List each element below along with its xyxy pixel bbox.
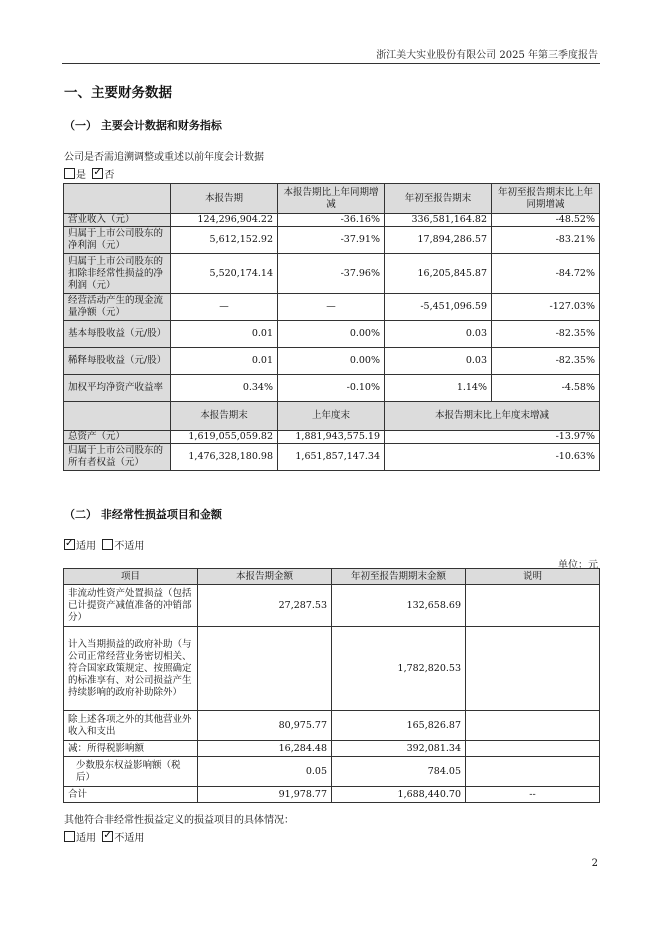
cell-note: -- [466, 787, 600, 803]
cell-value: -4.58% [492, 375, 600, 402]
row-label: 基本每股收益（元/股） [64, 321, 171, 348]
cell-value: -127.03% [492, 294, 600, 321]
table-row [64, 375, 600, 402]
cell-value: 0.03 [385, 321, 492, 348]
table-row [64, 294, 600, 321]
cell-value: 1,619,055,059.82 [171, 431, 278, 444]
cell-value: 80,975.77 [198, 711, 332, 741]
header-divider [62, 63, 600, 64]
cell-value: 392,081.34 [332, 741, 466, 757]
cell-value: -0.10% [278, 375, 385, 402]
option-not-applicable-2-label: 不适用 [114, 833, 145, 844]
cell-value: 16,284.48 [198, 741, 332, 757]
checkbox-applicable-checked[interactable] [64, 539, 75, 550]
table-row [64, 227, 600, 254]
cell-value: 16,205,845.87 [385, 254, 492, 294]
table2-header: 本报告期金额 [198, 569, 332, 585]
cell-value: 1,782,820.53 [332, 627, 466, 711]
cell-value: 336,581,164.82 [385, 214, 492, 227]
cell-value: 1,688,440.70 [332, 787, 466, 803]
cell-value: -82.35% [492, 348, 600, 375]
checkbox-not-applicable[interactable] [102, 539, 113, 550]
cell-value: -5,451,096.59 [385, 294, 492, 321]
table2-header: 项目 [64, 569, 198, 585]
table-row [64, 254, 600, 294]
cell-value: 1,476,328,180.98 [171, 444, 278, 471]
cell-value: 0.05 [198, 757, 332, 787]
row-label: 加权平均净资产收益率 [64, 375, 171, 402]
table2-header-row [64, 569, 600, 585]
other-items-options [64, 829, 144, 844]
applicable-options [64, 537, 144, 552]
table-row [64, 757, 600, 787]
cell-value: 5,520,174.14 [171, 254, 278, 294]
section-title: 一、主要财务数据 [64, 85, 172, 101]
row-label: 经营活动产生的现金流量净额（元） [64, 294, 171, 321]
other-items-note: 其他符合非经常性损益定义的损益项目的具体情况： [64, 815, 294, 826]
option-no-label: 否 [104, 170, 115, 181]
row-label: 合计 [64, 787, 198, 803]
cell-value: — [278, 294, 385, 321]
cell-value: -13.97% [385, 431, 600, 444]
cell-value: 0.00% [278, 348, 385, 375]
table1-header: 年初至报告期末比上年同期增减 [492, 184, 600, 214]
cell-value: 1.14% [385, 375, 492, 402]
cell-value: 1,651,857,147.34 [278, 444, 385, 471]
table1-header: 本报告期比上年同期增减 [278, 184, 385, 214]
table2-header: 年初至报告期期末金额 [332, 569, 466, 585]
row-label: 归属于上市公司股东的所有者权益（元） [64, 444, 171, 471]
table1-subheader: 本报告期末 [171, 402, 278, 431]
cell-note [466, 757, 600, 787]
table-row [64, 741, 600, 757]
table1-header-blank [64, 184, 171, 214]
row-label: 总资产（元） [64, 431, 171, 444]
table-row [64, 627, 600, 711]
table-row [64, 214, 600, 227]
row-label: 归属于上市公司股东的扣除非经常性损益的净利润（元） [64, 254, 171, 294]
cell-value: -10.63% [385, 444, 600, 471]
cell-value: 784.05 [332, 757, 466, 787]
table1-header: 本报告期 [171, 184, 278, 214]
cell-value: 124,296,904.22 [171, 214, 278, 227]
table1-header: 年初至报告期末 [385, 184, 492, 214]
cell-value: 5,612,152.92 [171, 227, 278, 254]
cell-value: 27,287.53 [198, 585, 332, 627]
checkbox-not-applicable-2-checked[interactable] [102, 831, 113, 842]
subsection-title-2: （二） 非经常性损益项目和金额 [64, 508, 222, 521]
cell-value: 132,658.69 [332, 585, 466, 627]
table2-header: 说明 [466, 569, 600, 585]
row-label: 除上述各项之外的其他营业外收入和支出 [64, 711, 198, 741]
cell-value: 0.00% [278, 321, 385, 348]
cell-value: -48.52% [492, 214, 600, 227]
option-yes-label: 是 [76, 170, 86, 181]
table-row [64, 431, 600, 444]
cell-value: 91,978.77 [198, 787, 332, 803]
row-label: 归属于上市公司股东的净利润（元） [64, 227, 171, 254]
cell-value [198, 627, 332, 711]
cell-value: 0.03 [385, 348, 492, 375]
cell-note [466, 741, 600, 757]
option-applicable-2-label: 适用 [76, 833, 96, 844]
cell-value: 165,826.87 [332, 711, 466, 741]
restatement-question: 公司是否需追溯调整或重述以前年度会计数据 [64, 152, 264, 163]
financial-data-table [63, 183, 600, 471]
cell-value: 1,881,943,575.19 [278, 431, 385, 444]
table1-subheader-row [64, 402, 600, 431]
table-row [64, 444, 600, 471]
cell-value: -37.91% [278, 227, 385, 254]
cell-value: 0.01 [171, 348, 278, 375]
report-header: 浙江美大实业股份有限公司 2025 年第三季度报告 [376, 50, 598, 61]
cell-value: -84.72% [492, 254, 600, 294]
table1-subheader: 上年度末 [278, 402, 385, 431]
option-applicable-label: 适用 [76, 541, 96, 552]
cell-value: 17,894,286.57 [385, 227, 492, 254]
table-row [64, 711, 600, 741]
row-label: 非流动性资产处置损益（包括已计提资产减值准备的冲销部分） [64, 585, 198, 627]
restatement-options [64, 166, 114, 181]
row-label: 稀释每股收益（元/股） [64, 348, 171, 375]
table-row [64, 787, 600, 803]
unit-label: 单位：元 [558, 560, 598, 571]
row-label: 减：所得税影响额 [64, 741, 198, 757]
cell-value: — [171, 294, 278, 321]
subsection-title-1: （一） 主要会计数据和财务指标 [64, 119, 222, 132]
table-row [64, 585, 600, 627]
cell-value: -83.21% [492, 227, 600, 254]
cell-value: 0.34% [171, 375, 278, 402]
cell-note [466, 711, 600, 741]
cell-value: -82.35% [492, 321, 600, 348]
cell-value: 0.01 [171, 321, 278, 348]
cell-note [466, 585, 600, 627]
row-label: 营业收入（元） [64, 214, 171, 227]
non-recurring-table [63, 568, 600, 803]
cell-value: -36.16% [278, 214, 385, 227]
page-number: 2 [591, 858, 598, 869]
checkbox-no-checked[interactable] [92, 168, 103, 179]
checkbox-yes[interactable] [64, 168, 75, 179]
table1-subheader-blank [64, 402, 171, 431]
row-label: 少数股东权益影响额（税后） [64, 757, 198, 787]
cell-note [466, 627, 600, 711]
row-label: 计入当期损益的政府补助（与公司正常经营业务密切相关、符合国家政策规定、按照确定的标准享有、对公司损益产生持续影响的政府补助除外） [64, 627, 198, 711]
table-row [64, 321, 600, 348]
table1-subheader: 本报告期末比上年度末增减 [385, 402, 600, 431]
cell-value: -37.96% [278, 254, 385, 294]
table-row [64, 348, 600, 375]
option-not-applicable-label: 不适用 [114, 541, 145, 552]
checkbox-applicable-2[interactable] [64, 831, 75, 842]
table1-header-row [64, 184, 600, 214]
